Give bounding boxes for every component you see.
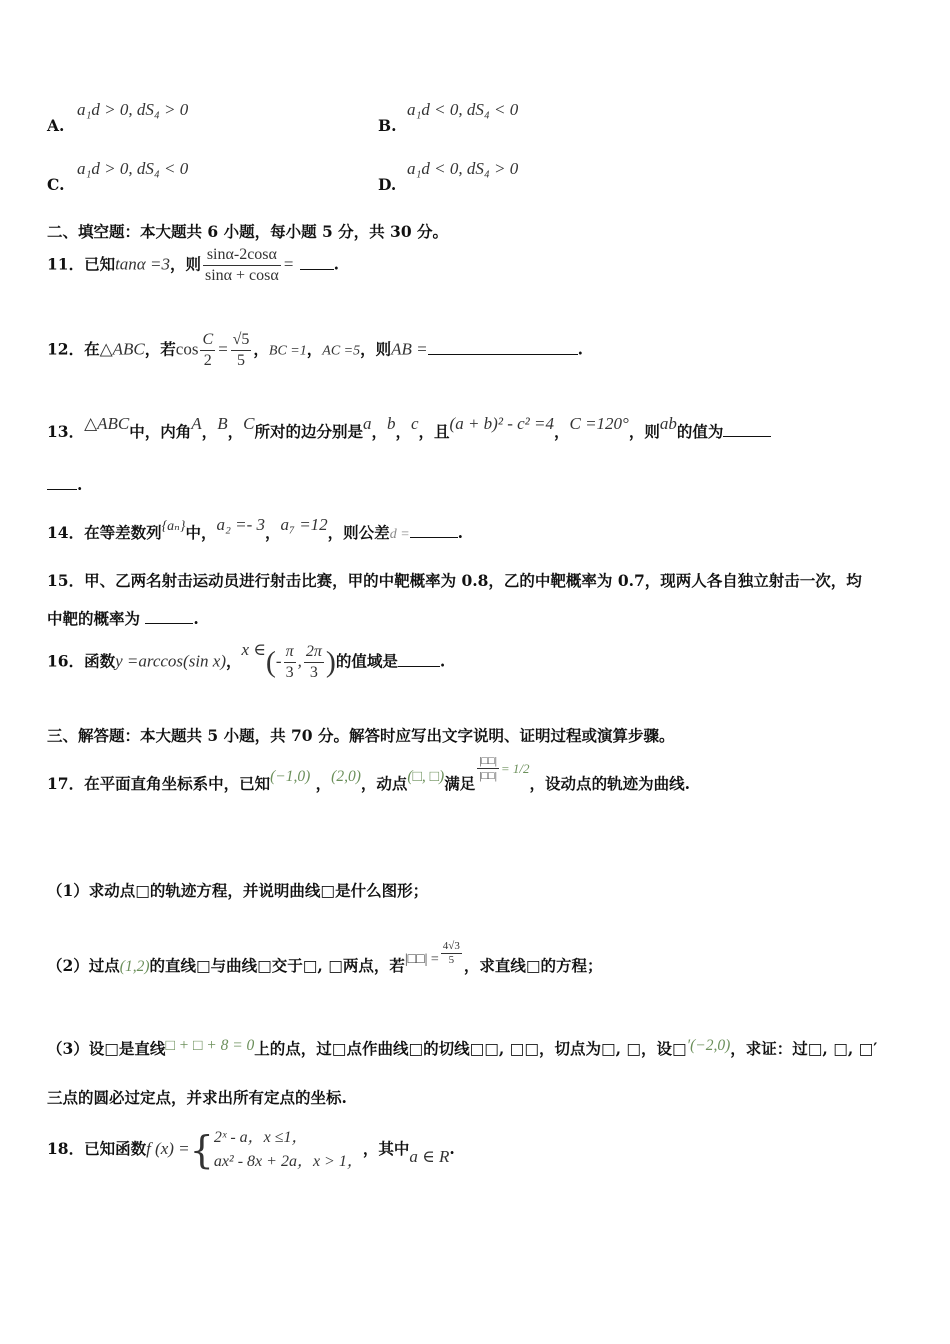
q17-2-t3: ，求直线□的方程； [463,956,603,975]
q16-num: 16．函数 [47,651,116,671]
q11-frac-num: sinα-2cosα [203,245,281,266]
q16-comma: ， [226,651,242,671]
question-15-line1: 15．甲、乙两名射击运动员进行射击比赛，甲的中靶概率为 0.8，乙的中靶概率为 0.7，现两人各自独立射击一次，均 [47,571,862,590]
q12-ze: ，则 [360,339,392,359]
q14-num: 14．在等差数列 [47,523,162,542]
q11-answer-blank [300,255,334,270]
q13-B: B [217,414,228,433]
q18-t1: ，其中 [362,1139,410,1158]
q11-cond: tanα =3 [115,254,170,274]
question-16: 16．函数y =arccos(sin x)，x ∈(- $\frac{\pi}{3}$ , $\frac{2\pi}{3}$ )的值域是 . [47,639,446,681]
q17-fd: |□□| [479,770,497,782]
q12-cfd: 2 [203,352,212,369]
q12-bc: BC =1 [268,343,307,359]
q17-t2: 满足 [444,774,476,793]
q18-cond: a ∈ R [409,1147,450,1166]
q11-frac-den: sinα + cosα [204,267,279,284]
q17-fn: |□□| [479,755,497,767]
q12-eq: = [217,339,229,359]
option-b-label: B. [378,116,397,135]
q16-x-in: x ∈ [241,639,266,659]
q11-fraction [203,245,281,286]
question-14: 14．在等差数列{aₙ}中，a₂ =- 3，a₇ =12，则公差d = . [47,515,464,542]
q17-ratio-frac [477,754,499,783]
q16-hi-n: 2π [304,642,324,663]
q16-hi-d: 3 [309,664,318,681]
q13-c: c [410,414,419,433]
option-d-math: a₁d < 0, dS₄ > 0 [407,159,519,178]
q13-eq1: (a + b)² - c² =4 [449,414,554,433]
q18-case-1: 2ˣ - a，x ≤1， [213,1129,308,1146]
q12-cfn: C [200,330,215,351]
q13-a: a [362,414,372,433]
q12-ruo: ，若 [144,339,176,359]
q12-ab: AB = [391,339,428,359]
q11-eq: = [282,254,295,274]
option-a-math: a₁d > 0, dS₄ > 0 [77,100,189,119]
q14-d: d = [389,527,410,542]
q16-answer-blank [398,652,440,667]
q16-lo-sign: - [275,651,282,671]
q12-answer-blank [428,340,578,355]
q17-2-t1: （2）过点 [47,956,120,975]
q17-end: . [684,774,690,793]
q14-end: . [457,523,464,542]
q12-triangle: △ABC [99,339,145,359]
question-17-part-3-cont: 三点的圆必过定点，并求出所有定点的坐标. [47,1088,347,1107]
question-11 [47,245,339,286]
section-2-heading: 二、填空题：本大题共 6 小题，每小题 5 分，共 30 分。 [47,222,449,241]
question-17: 17．在平面直角坐标系中，已知(−1,0) ，(2,0)，动点(□, □)满足 $\frac{|□□|}{|□□|}$ $^{= 1/2}$，设动点的轨迹为曲线. [47,755,690,793]
q12-rfd: 5 [237,352,245,369]
q12-frac-root [231,330,252,371]
q17-2-vd: 5 [448,954,455,966]
q17-2-len: |□□| = [404,952,439,967]
q12-cos: cos [175,339,199,359]
q17-t1: ，动点 [360,774,408,793]
q16-close-paren: ) [325,645,336,679]
option-d-label: D. [378,175,397,194]
q15-end: . [193,609,199,628]
question-12: 12．在△ABC，若cos $\frac{C}{2}$ = $\frac{√5}{5}$ ，BC =1，AC =5，则AB = . [47,331,584,369]
q17-2-vn: 4√3 [442,940,460,952]
q17-2-t2: 的直线□与曲线□交于□, □两点，若 [149,956,405,975]
q17-point-a: (−1,0) [270,768,311,785]
q14-answer-blank [410,523,458,538]
q13-b: b [386,414,396,433]
q18-case-2: ax² - 8x + 2a，x > 1， [213,1153,363,1170]
q14-a2: a₂ =- 3 [216,515,266,534]
q17-2-frac [441,940,462,967]
q17-3-line: □ + □ + 8 = 0 [165,1037,255,1054]
q13-t4: ，则 [628,422,660,441]
q17-t4: 的轨迹为曲线 [591,774,685,793]
q17-point-p: (□, □) [407,768,445,785]
q17-3-t3: ，求证：过□, □, □′ [730,1039,878,1058]
q12-ac: AC =5 [322,343,361,359]
question-13: 13．△ABC中，内角A，B，C所对的边分别是a，b，c，且(a + b)² - c² =4，C =120°，则ab的值为 [47,420,771,442]
q12-end: . [577,339,584,359]
q16-open-paren: ( [265,645,276,679]
q15-answer-blank [145,609,193,624]
q17-ratio: = 1/2 [500,761,530,776]
q18-end: . [449,1139,455,1158]
q18-brace: { [189,1128,214,1172]
q14-t2: ，则公差 [327,523,390,542]
option-b-math: a₁d < 0, dS₄ < 0 [407,100,519,119]
q13-t2: 所对的边分别是 [254,422,363,441]
q16-func: y =arccos(sin x) [115,651,226,671]
question-15-line2 [47,607,199,629]
q17-point-b: (2,0) [331,768,361,785]
q18-f: f (x) = [146,1139,190,1158]
q13-answer-blank [723,422,771,437]
q14-a7: a₇ =12 [280,515,328,534]
q16-hi-frac [304,642,324,683]
q17-num: 17．在平面直角坐标系中，已知 [47,774,271,793]
q16-end: . [439,651,446,671]
q13-t1: 中，内角 [129,422,192,441]
q18-num: 18．已知函数 [47,1139,147,1158]
q13-num: 13． [47,422,85,441]
q13-eq2: C =120° [569,414,629,433]
q17-t3: ，设动点 [529,774,592,793]
q13-ab: ab [659,414,677,433]
q15-line2-text: 中靶的概率为 [47,609,141,628]
q13-A: A [191,414,202,433]
question-17-part-1: （1）求动点□的轨迹方程，并说明曲线□是什么图形； [47,881,429,900]
q18-cases [214,1126,363,1174]
q17-3-point: ′(−2,0) [686,1037,731,1054]
q13-answer-blank-2 [47,475,77,490]
q17-3-t1: （3）设□是直线 [47,1039,166,1058]
option-a-label: A. [47,116,65,135]
option-c-math: a₁d > 0, dS₄ < 0 [77,159,189,178]
section-3-heading: 三、解答题：本大题共 5 小题，共 70 分。解答时应写出文字说明、证明过程或演算步骤。 [47,726,675,745]
q11-mid: ，则 [169,254,201,274]
q11-num: 11．已知 [47,254,116,274]
q14-seq: {aₙ} [161,519,186,534]
q12-num: 12．在 [47,339,100,359]
q16-lo-d: 3 [285,664,294,681]
q13-t5: 的值为 [676,422,724,441]
q13-C: C [243,414,255,433]
q13-triangle: △ABC [84,414,130,433]
q12-rfn: √5 [231,330,252,351]
q14-t1: 中， [185,523,217,542]
q17-2-point: (1,2) [119,958,150,975]
q16-lo-n: π [284,642,296,663]
q17-3-t2: 上的点，过□点作曲线□的切线□□, □□，切点为□, □，设□ [254,1039,687,1058]
question-13-cont [47,475,82,494]
question-17-part-3 [47,1037,877,1059]
question-18 [47,1126,455,1174]
q12-frac-c [200,330,215,371]
q13-t3: ，且 [418,422,450,441]
q13-end: . [77,475,83,494]
question-17-part-2 [47,940,603,976]
q16-lo-frac [284,642,296,683]
option-c-label: C. [47,175,65,194]
q11-end: . [333,254,340,274]
q16-t1: 的值域是 [335,651,398,671]
